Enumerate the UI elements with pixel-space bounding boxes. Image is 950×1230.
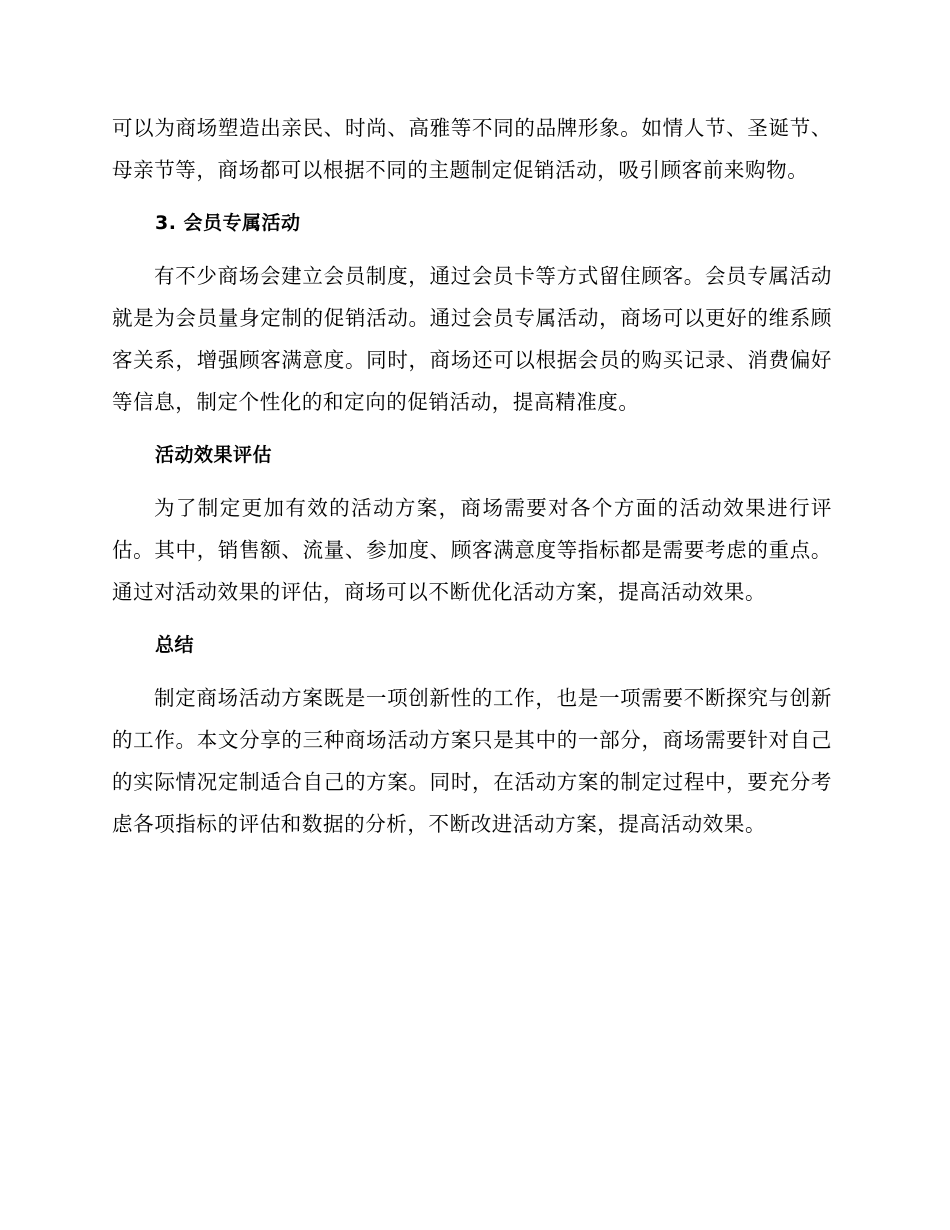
member-activities-paragraph: 有不少商场会建立会员制度，通过会员卡等方式留住顾客。会员专属活动就是为会员量身定制的促销活动。通过会员专属活动，商场可以更好的维系顾客关系，增强顾客满意度。同时，商场还可以根据会员的购买记录、消费偏好等信息，制定个性化的和定向的促销活动，提高精准度。: [112, 264, 832, 414]
evaluation-paragraph: 为了制定更加有效的活动方案，商场需要对各个方面的活动效果进行评估。其中，销售额、流量、参加度、顾客满意度等指标都是需要考虑的重点。通过对活动效果的评估，商场可以不断优化活动方案，提高活动效果。: [112, 496, 832, 604]
section-heading-evaluation: 活动效果评估: [155, 444, 273, 466]
document-body: [112, 107, 832, 845]
section-heading-member-activities: 3. 会员专属活动: [155, 212, 301, 234]
section-heading-summary: 总结: [155, 634, 195, 656]
summary-paragraph: 制定商场活动方案既是一项创新性的工作，也是一项需要不断探究与创新的工作。本文分享的三种商场活动方案只是其中的一部分，商场需要针对自己的实际情况定制适合自己的方案。同时，在活动方案的制定过程中，要充分考虑各项指标的评估和数据的分析，不断改进活动方案，提高活动效果。: [112, 686, 832, 836]
intro-paragraph: 可以为商场塑造出亲民、时尚、高雅等不同的品牌形象。如情人节、圣诞节、母亲节等，商场都可以根据不同的主题制定促销活动，吸引顾客前来购物。: [112, 116, 832, 182]
